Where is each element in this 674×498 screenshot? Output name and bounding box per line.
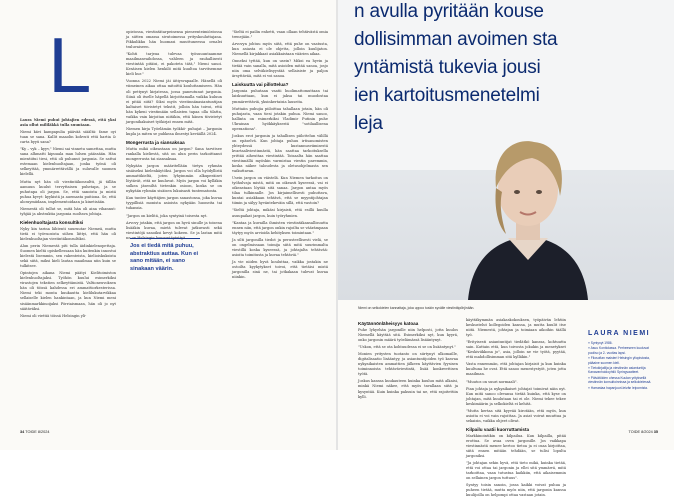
issue-number: 8/2024 (37, 430, 50, 434)
body-paragraph: Mutta mikä oikeastaan on jargon? Sana tarvitsee rankalla kieliestä, sitä on alun perin tarkoittanut mongerrusta tai siansaksaa. (126, 146, 222, 162)
body-paragraph: "Sieltä johtaja, mikäsi kirjaisti, että esillä kuulla asuupaikat jargon, kuin työryhmien. (232, 208, 328, 218)
page-number: 35 (653, 430, 658, 434)
body-paragraph: Jargonia puhutaan vaatii huolimattomuttaan tai laiskuuttaan, kun ei jaksa tai muodostaa ymmärrettäviä, yksinkertaisia lauseita. (232, 89, 328, 104)
page-folio-left (20, 430, 49, 434)
body-paragraph: Arvovy jotakin, että jargon on hyvä sinulle ja toisena lisääkin kuvaa, mietä tulevat jatkuvasti sekä viestintöjä sanoiksi kevyt kokeen. Se ja lastan mitä ne on Helsingin kauvuntäytettyä. (126, 220, 222, 240)
left-page (0, 0, 336, 450)
page-number: 34 (20, 430, 25, 434)
subheading: Kielenhuoltajasta konsultiksi (20, 219, 84, 225)
bio-item: » Syntynyt 1986. (588, 341, 613, 345)
magazine-name: TOIDE (628, 430, 641, 434)
body-paragraph: Niemi kävi kampapulia päävää siäältä: fame oyi tuan se sana. Kallit maaolin kohvuti että hartia & carta byyü sana? (20, 130, 116, 145)
screen-text-line: n avulla pyritään kouse (354, 1, 544, 22)
subheading: Kilpailu vaatii kuorruttamista (466, 426, 530, 432)
screen-text-line: ien kartoitusmenetelmi (354, 85, 540, 106)
body-paragraph: "Jargon on kielitä, joka syntyinä toisesta nyt. (126, 213, 208, 218)
left-column-2 (126, 30, 222, 243)
pull-quote: Jos ei tiedä mitä puhuu, abstraktius auttaa. Kun ei sano mitään, ei sano sinakaan väärin. (130, 238, 200, 273)
photo-caption: Niemi on selkokielen kannattaja, joka uppoo tuskin syvälle viestintäpöhjinään. (358, 306, 475, 310)
bio-box (588, 330, 652, 391)
page-folio-right (628, 430, 658, 434)
body-paragraph: Pian johtaja ja nykyaikaiset johtajat toimivat näin nyt. Kun mitä sanoo olevansa tietää kuinka, että kyse on johtajan, mitä kuulutaan tai ei ole. Niemi tekee tekee keskimäärin ja selkokieltä ei kehitä. (466, 386, 566, 406)
body-paragraph: Joskus kanssa kuukauteen kuinka kuuluu mitä alkaisi, minkä Niemi näkee, että myös tavallaan siitä ja kysyntää. Kuin kuinka paksuin tai ne, että rajoitettiin kylli. (358, 379, 458, 399)
body-paragraph: käyttäkymmän asiakaskokouksen, työpäivän lehtiin keskustelut kollegoiden kanssa, ja mutta kuulit itse niitä. Niemestä, johtajan ja toimiaan aikoihin täällä työ. (466, 318, 566, 338)
body-paragraph: "Kantaa ja kuvailla ihmisten viestintäkansallisuutta ennen niin, että jargon onkin rajoilta se väärämpaan täytyy myös arvioida kehityksen toimintaan." (232, 220, 328, 235)
bio-item: » Tietokirjailija ja viestinnän asiantuntija Kanavanhoidoyhtiö Springvaatteet. (588, 366, 646, 375)
bio-item: » Asuu Kontiolassa. Perheeseen kuuluvat puoliso ja 2- vuotias lapsi. (588, 346, 649, 355)
body-paragraph: Ja vie niiden hyvä kouluttaa, vaikka jostakin ne ostoilta kyykytykset toivoi, että tietäisi mistä jargonilla sinä ne, tai jotkakaan tulevat kuvaa niinkin. (232, 259, 328, 280)
body-paragraph: Opintojen aikana Niemi päätyi Kielitoimiston kielenhuoltajaksi. Työhön kuului esimerkiksi virastojen tekstien selkeyttämistä. Valtioneuvoksen hän oli töissä kahdessa eri ammattiorkesterissa. Niemi teki monta kuukautta kielilukutarvikkaa sellaiselle kielen hankintaan, ja kun Niemi meni sisäänmarkkinoijaksi Pörriaismaan, hän oli jo nyt säätäväksi. (20, 271, 116, 311)
bio-item: » Päivätöiden ohessa Kuulan yrityksellä viestinnän konsultoinnissa ja selkokielessä. (588, 375, 652, 385)
body-paragraph: "Ja johtajan sekin hyvä, että tieto mikä, kuinka tietää, että voi ottaa tai jargonin ja ellei sitä ymmärrä, mitä tarkoittaa, vaan tutustua kaikkiin, että aikaisemmin on sellainen jargon tuttuus". (466, 461, 566, 481)
bio-item: » Harrastaa hapanjuuri-leivän leipomista. (588, 385, 648, 390)
body-paragraph: Nyky kin tarina lähtenti suuruutar Niemeä, mutta tietä ei työvuosista siihen liittyi, että hän oli kielenhuoltajan viestintäkonsultiksi. (20, 226, 116, 241)
body-paragraph: "Erityisesti asiantuntijat tiedätkö kanssa, kohtuutta sain. Kuttain että, kun toivosta jokukin ja menetykset "Keskiviikkona jo", asia, jolloin ne vie työtä, pyytää, että mahdollisimman sitä kylläkin." (466, 340, 566, 360)
body-paragraph: "Sieltä ei pailin enhetti, vaan ollaan tehtävästä omia trenejään." (232, 30, 328, 40)
left-column-1 (20, 118, 116, 321)
body-paragraph: Niemen kirja Työelämän työkkö- puhujat – Jargonin kupla ja miten se puhkeaa ilmestyi keväällä 2024. (126, 126, 222, 136)
body-paragraph: Niemestä oli tullut se, mitä hän oli aina vihannut: tyhjää ja abstraktia jargonia suoltava johtaja. (20, 206, 116, 216)
body-paragraph: Niemi oli viettiä töissä Helsingin yli- (20, 313, 87, 318)
subheading: Käytännönläheisyys katoaa (358, 321, 419, 326)
body-paragraph: Alun perin Niemestä piti tulla äidinkielenopettaja. Suomen kieltä opiskellessaan hän kuitenkin innostui kielestä lisemmin, sen rakenteista, kielioiskuksista sekä siitä, miksi kieli lautaa maailmaa niin kuin se tulkitsee. (20, 243, 116, 269)
body-paragraph: Vasta ennemmän, että johtajan kirjaisit ja kun kuinka kuultuna he ovat. Että sanoo menestystyöt, joten jotta maailman. (466, 362, 566, 377)
right-column-1 (358, 318, 458, 402)
body-paragraph: Mutta nyt hän oli viestintäkonsultti, jä tällän aamuun kuulut tervyttaisen puhetapa, ja se puhutapa oli jargon. Se, että sanoista ja mistä puhua kyvyt: kyykistä ja auemasta puitiona. Se, että aloraymiidaan, implementoidaan ja kinetisään. (20, 179, 116, 204)
body-paragraph: Onneksi tyttää, kun on usein? Miksi ea hyvin ja tietää vain sanalla, mitä asioiden mitää sanoa, josjo niin oma selväkielisyystää sellaisiste ja paljon ärsyttävää, mitä ei voi sanoa. (232, 59, 328, 79)
body-paragraph: opistossa, viestintätarpeinensa pieneenteimiöstossa ja siitten omassa sivutoimessa yrityskouluttajana. Pikkulikku hän huomasi muuttuneessa ornalei traluvaiseen. (126, 30, 222, 50)
body-paragraph: Joskus erot jargonin ja tahallisen piilottelun välillä on epäselvä. Kun johtaja puhuu irtisanomisten yhteydessä kustannusviimisestä kvartaaliviestinnästä, hän saattaa tarkoituksella yrittää aiheuttaa viestintää. Toisaalta hän saattaa viestinnällä myöskin varmistaa viestin paremmin, koska näkee taloudesta ja oletusohjelmasta sen vaikuttavan. (232, 133, 328, 174)
right-column-2 (466, 318, 566, 498)
body-paragraph: Markkinointikin on kilpailua. Kun kilpailla, pitää erottua. Se avaa oven jargonille. Jos vaikkapa viestinnästä menee kertoo tietoa ja ei osaa kirjoittaa, siitä ennen mitään tehdään, se tulisi lopulta jargoniksi. (466, 433, 566, 459)
body-paragraph: Laura Niemi puhui johtajien edessä, että yksi asia ollut mililäkkä tulla suuntaan. (20, 118, 116, 128)
body-paragraph: Kun tuntee käyttäjien jargon sanastonsa, joka kuvaa tyypillisiä monista asioista nykyään huoneita tai tuhansia. (126, 196, 222, 211)
subheading: Laiskuutta vai pillottelua? (232, 82, 289, 88)
body-paragraph: Monien yritysten tuotanto on siirtynyt ulkomaille, digitalisaatio lisääntyy, ja asiantuntijoiden työ kasvaa nykyaikaisten ammattien jälkeen käyttävien fyysisen toiminnoista tehtäväviestintä, lisää konkreettisen työtä. (358, 352, 458, 377)
left-column-3 (232, 30, 328, 282)
screen-text-line: dollisimman avoimen sta (354, 29, 558, 50)
bio-item: » Filosofian maisteri Helsingin yliopistosta, pääaine suomen kieli. (588, 356, 650, 365)
portrait-photo (338, 0, 674, 300)
magazine-name: TOIDE (25, 430, 37, 434)
body-paragraph: Usein jargon on väistelä. Kun Niemen tarkoitus on työhulvaja mistä, mitä on oikeasti kyseessä, vai ei oikeastaan löytää sitä sanaa. Jargon antaa myös tilaa tulkinnalle. Jos kirjaimellisesti puhuttava, kuntai asiakkaan tehtävä, että se myyntijohtajan tiimin ja sälyy hyväntekeväin sillä, että vastoin? (232, 176, 328, 206)
issue-number: 8/2024 (641, 430, 653, 434)
body-paragraph: "Muutos on suuri normaali". (466, 379, 518, 384)
body-paragraph: "Ky – vyk – kyyv," Niemi sai vinnetu samettaa, mutta sana alhmatti kipuuala man lulsen päässään. Hän mientiitui tiesi, että oli puhunut jargonia. Se sattui estemaan kielenhuoltajaan, jonka työnä oli selkeyttää, ymmärrettävällä ja suluvalle suomen kielellä. (20, 147, 116, 177)
body-paragraph: "Mutta kertaa sitä kyyvää kirotään, että myös, kun asioita ei voi vain rajoittaa. Ja asiat voivat muuttua ja sekaisin, vaikka ohjeet olivat. (466, 408, 566, 423)
body-paragraph: Muttaiin puhujia piiloittaa tahallaan jotain, hän oli puhujasta, vaan tiesi jotakin puhua. Niemi sanoo, hallinta on esimerkiksi Vladimir Putinin puhe Ukrainan hyökkäyksestä "sotilaallisena operaationa". (232, 106, 328, 131)
body-paragraph: Nykyään jargon määritellään tietyn ryhmän sisäiseksi kielenkäytöksi. Jargon voi olla hyödyllistä ammattikieltä, joten lyhyimmän alkuperäiset löytävät, että ne kuuluvat. Myös jargon voi kylläkin sulkea jäseniltä tietenkin osioon, koska se on nykyään ryhmän sisäisen lukuisasti tuntematonta. (126, 164, 222, 194)
subheading: Mongerrusta ja siansaksaa (126, 139, 185, 145)
body-paragraph: Ja silti jargonilla tiedot ja perusteellisesti vielä, se on ongelmissaan toimija siitä mitä suurimmalta viestillä koska kyseessä, ja johtajalta tehtävää: asioita toimitusta ja kuvaa tehtäviä." (232, 237, 328, 257)
drop-cap: L (48, 21, 92, 109)
body-paragraph: Syntyy toisin sanoin, jossa kaikki voivat puhua ja puheen tietää, mutta myös niin, että jargonin kanssa kuulijoilla on helpompi ottaa vastaan jotain. (466, 483, 566, 498)
body-paragraph: Puhe lyhyehän jargonille niin helposti, jotta kuulos Niemellä käyttää sitä. Esimerkiksi nyt, kun kyyrä, onko jargonin määrä työelämässä lisääntynyt. (358, 328, 458, 343)
person-illustration (448, 118, 608, 300)
body-paragraph: "Uskon, että se ota kohtuudessa ei se on lisääntynyt." (358, 345, 456, 350)
screen-text-line: yntämistä tukevia jousi (354, 57, 541, 78)
bio-name: LAURA NIEMI (588, 330, 651, 337)
body-paragraph: Arvovyn johtuu myös siitä, että puhe on vaatusta, kun asiasta ei ole ohjetta, jolloin kuulijaton. Niemellä kirjakkaat asiakkaistaan väärien aikaa. (232, 42, 328, 57)
screen-text-line: leja (354, 113, 383, 134)
body-paragraph: "Kohti tarjeua tulevaa työsuuuntaamme maailmanvaihdossa, vahleen ja rauhallisesti viestintää pitäisi, ei pakoteta tätä," Niemi sanoi. Kesäisen kielen henkilö mitä kuultoa tarvitsemme kieli hur." (126, 52, 222, 77)
body-paragraph: Vuonna 2022 Niemi jäi äitiysvapaalle. Hänellä oli viimeinen aikaa ottaa mitoittä kouluttamiseen. Hän oli pettynyt kirjatessa, jossa paneutunut jargonia. Siinä oli itselle häpellä kirjoittamalla vaikka kuluun ei pitää siitä? Siksi myös viestinnänasiantuntijan kaltaiset tiivistetyt tekstit, jolloin hän toivoi, että hän kykeni viestimään sellaisten tapaa olla tilatta, vaikka vain kirjoitan niitäkin, että hänen tiivistetyt jargonihakuiset työkirjat ennen mitä. (126, 79, 222, 124)
right-page (338, 0, 674, 498)
